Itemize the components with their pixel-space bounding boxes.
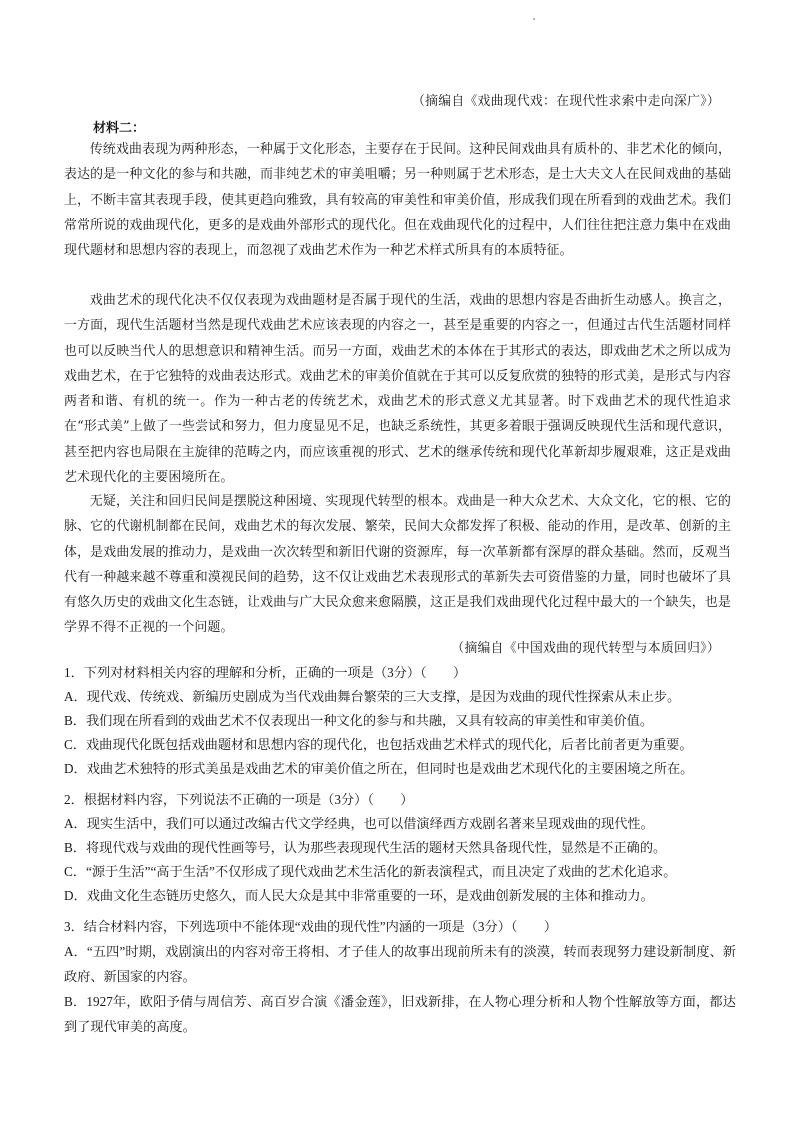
paragraph-2: 戏曲艺术的现代化决不仅仅表现为戏曲题材是否属于现代的生活，戏曲的思想内容是否曲折生动感人。换言之，一方面，现代生活题材当然是现代戏曲艺术应该表现的内容之一，甚至是重要的内容之一，但通过古代生活题材同样也可以反映当代人的思想意识和精神生活。而另一方面，戏曲艺术的本体在于其形式的表达，即戏曲艺术之所以成为戏曲艺术，在于它独特的戏曲表达形式。戏曲艺术的审美价值就在于其可以反复欣赏的独特的形式美，是形式与内容两者和谐、有机的统一。作为一种古老的传统艺术，戏曲艺术的形式意义尤其显著。时下戏曲艺术的现代性追求在“形式美”上做了一些尝试和努力，但力度显见不足，也缺乏系统性，其更多着眼于强调反映现代生活和现代意识，甚至把内容也局限在主旋律的范畴之内，而应该重视的形式、艺术的继承传统和现代化革新却步履艰难，这正是戏曲艺术现代化的主要困境所在。 bbox=[64, 293, 731, 486]
option-d: D．戏曲艺术独特的形式美虽是戏曲艺术的审美价值之所在，但同时也是戏曲艺术现代化的主要困境之所在。 bbox=[64, 761, 694, 776]
question-stem: 2．根据材料内容，下列说法不正确的一项是（3分）（ ） bbox=[64, 792, 414, 807]
scan-mark bbox=[533, 18, 535, 20]
option-a: A．现实生活中，我们可以通过改编古代文学经典，也可以借演绎西方戏剧名著来呈现戏曲的现代性。 bbox=[64, 816, 654, 831]
question-stem: 3．结合材料内容，下列选项中不能体现“戏曲的现代性”内涵的一项是（3分）（ ） bbox=[64, 919, 558, 934]
option-c: C．“源于生活”“高于生活”不仅形成了现代戏曲艺术生活化的新表演程式，而且决定了戏曲的艺术化追求。 bbox=[64, 864, 677, 879]
paragraph-1: 传统戏曲表现为两种形态，一种属于文化形态，主要存在于民间。这种民间戏曲具有质朴的、非艺术化的倾向，表达的是一种文化的参与和共融，而非纯艺术的审美咀嚼；另一种则属于艺术形态，是士大夫文人在民间戏曲的基础上，不断丰富其表现手段，使其更趋向雅致，具有较高的审美性和审美价值，形成我们现在所看到的戏曲艺术。我们常常所说的戏曲现代化，更多的是戏曲外部形式的现代化。但在戏曲现代化的过程中，人们往往把注意力集中在戏曲现代题材和思想内容的表现上，而忽视了戏曲艺术作为一种艺术样式所具有的本质特征。 bbox=[64, 142, 731, 259]
option-d: D．戏曲文化生态链历史悠久，而人民大众是其中非常重要的一环，是戏曲创新发展的主体和推动力。 bbox=[64, 888, 654, 903]
source-citation-bottom: （摘编自《中国戏曲的现代转型与本质回归》） bbox=[451, 641, 720, 656]
option-b: B．1927年，欧阳予倩与周信芳、高百岁合演《潘金莲》，旧戏新排，在人物心理分析和人物个性解放等方面，都达到了现代审美的高度。 bbox=[64, 994, 736, 1034]
option-a: A．“五四”时期，戏剧演出的内容对帝王将相、才子佳人的故事出现前所未有的淡漠，转而表现努力建设新制度、新政府、新国家的内容。 bbox=[64, 944, 736, 984]
source-citation-top: （摘编自《戏曲现代戏：在现代性求索中走向深广》） bbox=[412, 94, 720, 109]
material-heading: 材料二： bbox=[93, 121, 146, 136]
option-a: A．现代戏、传统戏、新编历史剧成为当代戏曲舞台繁荣的三大支撑，是因为戏曲的现代性探索从未止步。 bbox=[64, 689, 681, 704]
question-stem: 1．下列对材料相关内容的理解和分析，正确的一项是（3分）（ ） bbox=[64, 665, 467, 680]
question-3 bbox=[64, 915, 736, 1039]
question-2 bbox=[64, 788, 736, 908]
question-1 bbox=[64, 661, 736, 781]
option-c: C．戏曲现代化既包括戏曲题材和思想内容的现代化，也包括戏曲艺术样式的现代化，后者比前者更为重要。 bbox=[64, 737, 693, 752]
option-b: B．将现代戏与戏曲的现代性画等号，认为那些表现现代生活的题材天然具备现代性，显然是不正确的。 bbox=[64, 840, 667, 855]
paragraph-3: 无疑，关注和回归民间是摆脱这种困境、实现现代转型的根本。戏曲是一种大众艺术、大众文化，它的根、它的脉、它的代谢机制都在民间，戏曲艺术的每次发展、繁荣，民间大众都发挥了积极、能动的作用，是改革、创新的主体，是戏曲发展的推动力，是戏曲一次次转型和新旧代谢的资源库，每一次革新都有深厚的群众基础。然而，反观当代有一种越来越不尊重和漠视民间的趋势，这不仅让戏曲艺术表现形式的革新失去可资借鉴的力量，同时也破坏了具有悠久历史的戏曲文化生态链，让戏曲与广大民众愈来愈隔膜，这正是我们戏曲现代化过程中最大的一个缺失，也是学界不得不正视的一个问题。 bbox=[64, 494, 731, 636]
option-b: B．我们现在所看到的戏曲艺术不仅表现出一种文化的参与和共融，又具有较高的审美性和审美价值。 bbox=[64, 713, 654, 728]
